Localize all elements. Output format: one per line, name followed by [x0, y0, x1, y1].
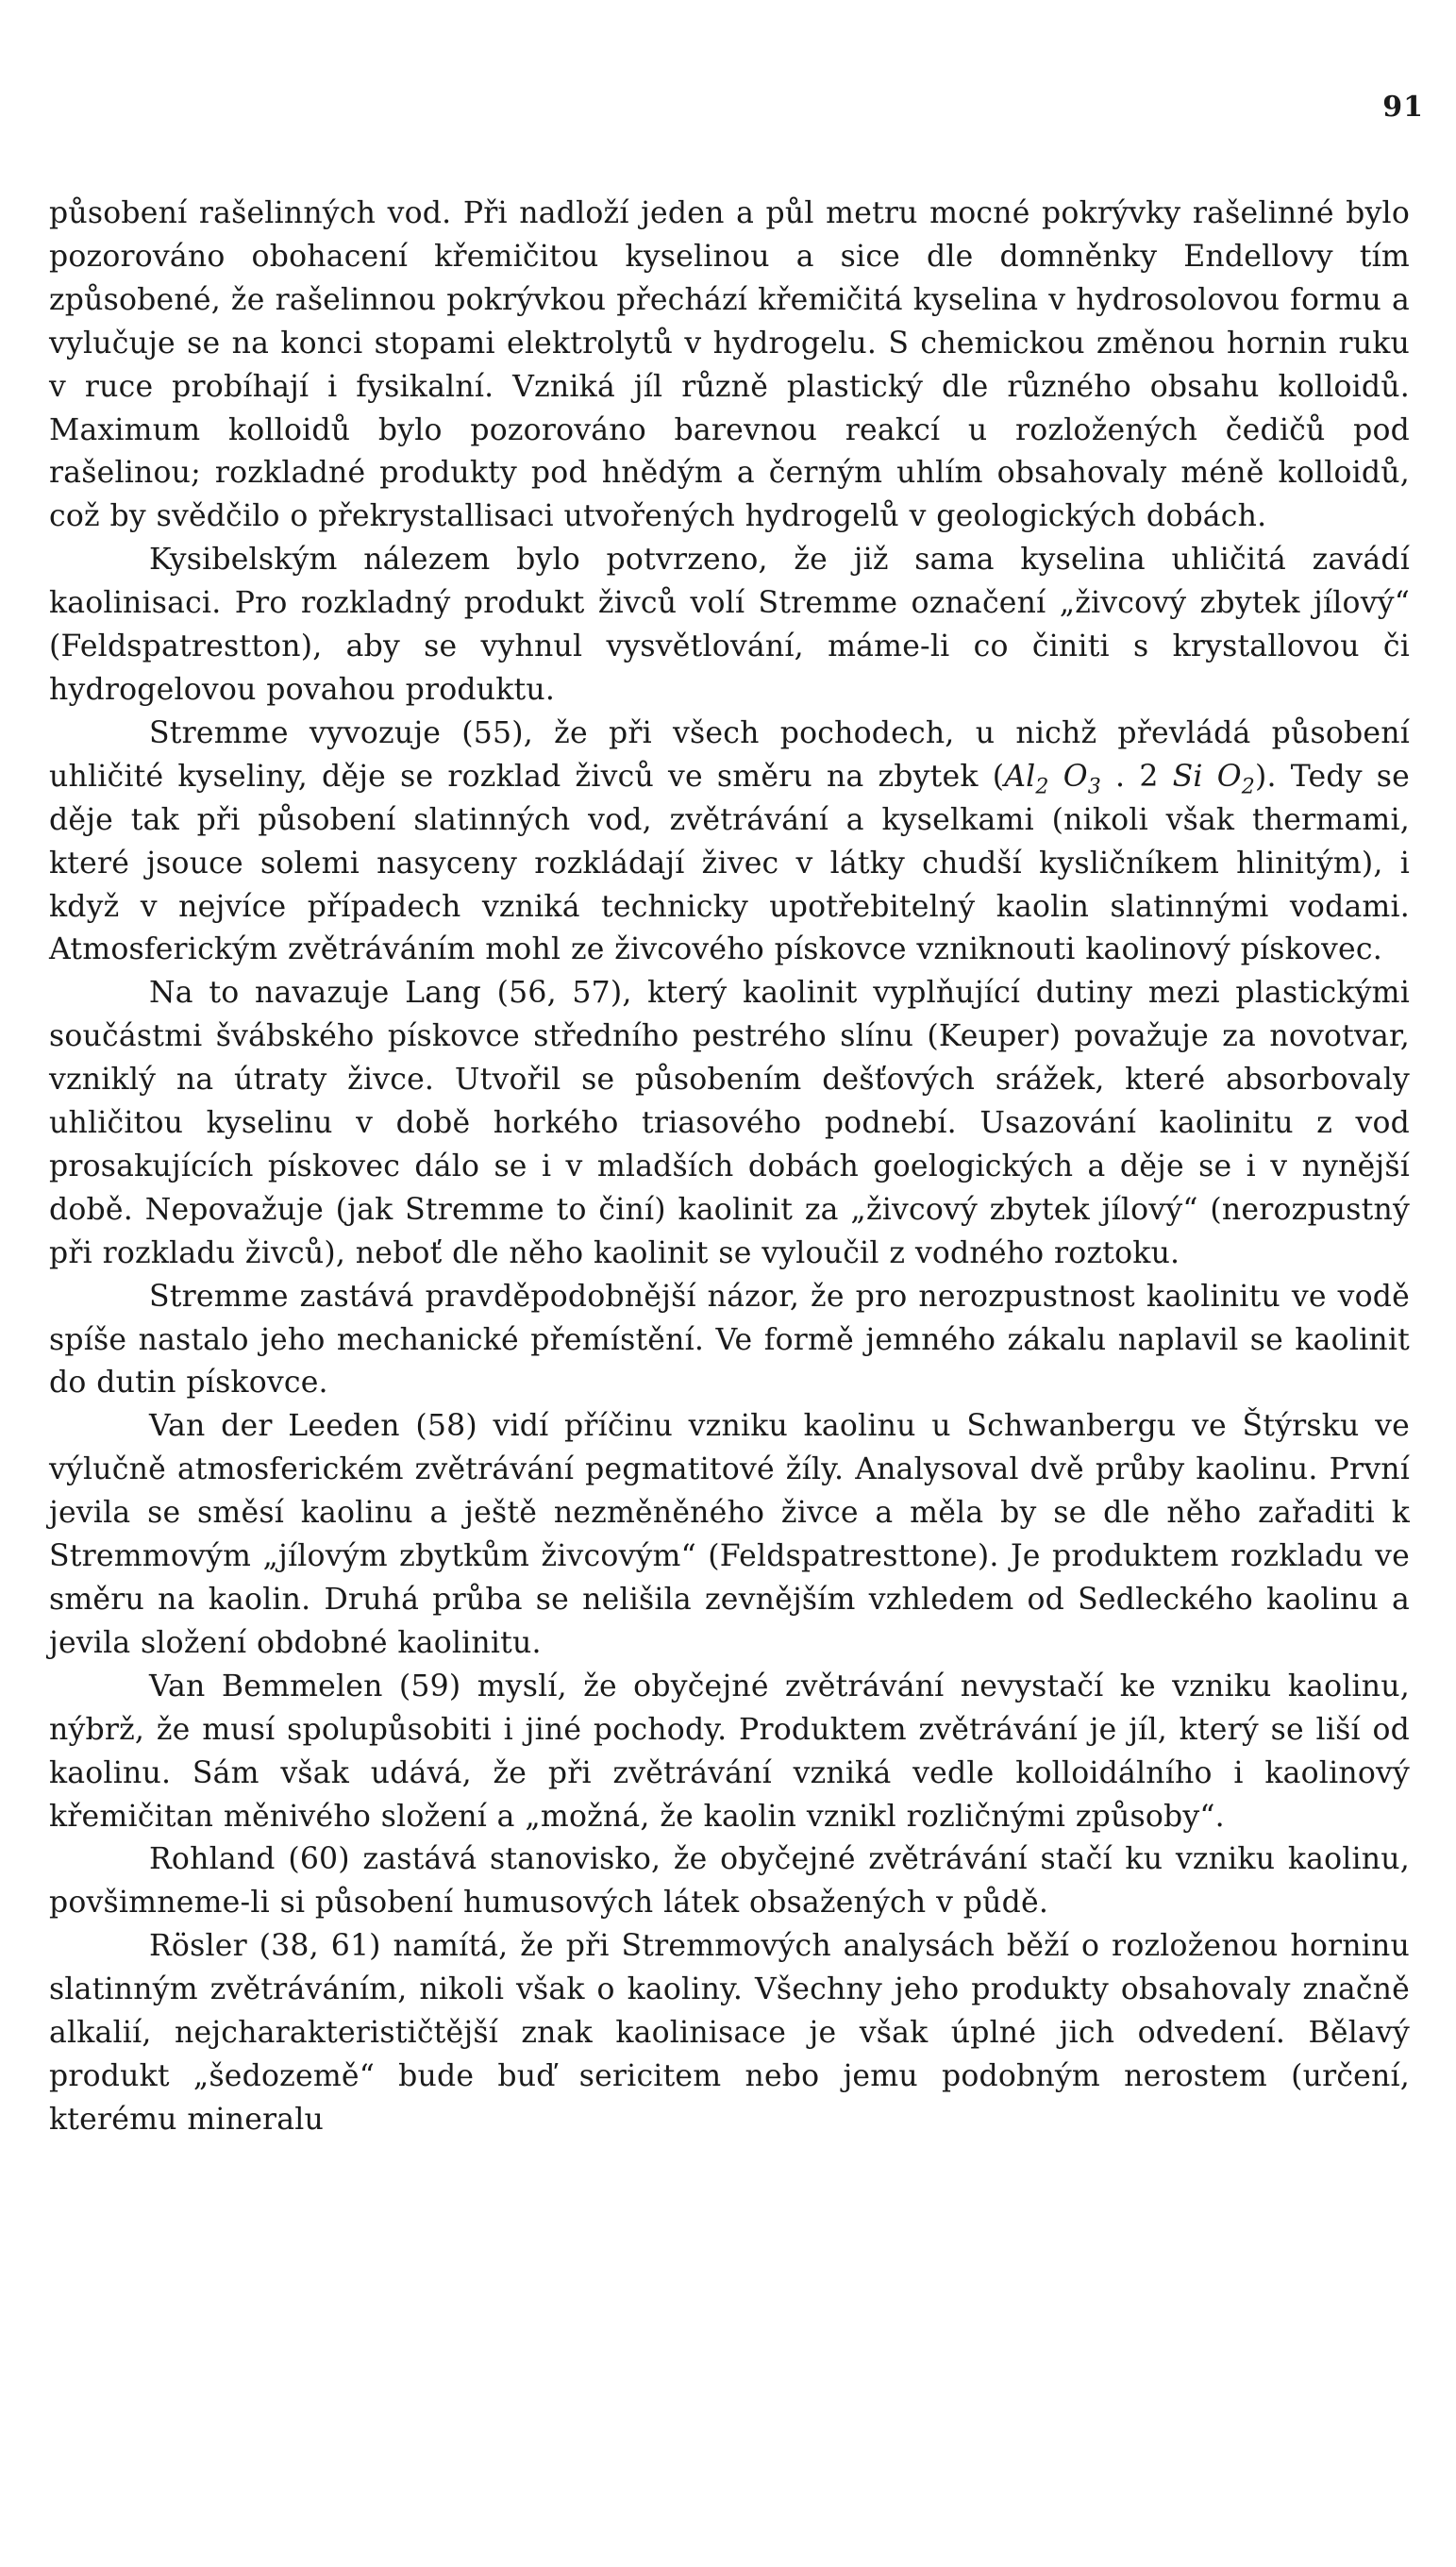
paragraph-van-der-leeden: Van der Leeden (58) vidí příčinu vzniku kaolinu u Schwanbergu ve Štýrsku ve výlučně atmosferickém zvětrávání pegmatitové žíly. Analysoval dvě průby kaolinu. První jevila se směsí kaolinu a ještě nezměněného živce a měla by se dle něho zařaditi k Stremmovým „jílovým zbytkům živcovým“ (Feldspatresttone). Je produktem rozkladu ve směru na kaolin. Druhá průba se nelišila zevnějším vzhledem od Sedleckého kaolinu a jevila složení obdobné kaolinitu.	[49, 1409, 1410, 1660]
paragraph-text-before-formula: Stremme vyvozuje (55), že při všech pochodech, u nichž převládá působení uhličité kyseliny, děje se rozklad živců ve směru na zbytek (	[49, 715, 1410, 794]
paragraph-lang: Na to navazuje Lang (56, 57), který kaolinit vyplňující dutiny mezi plastickými součástmi švábského pískovce středního pestrého slínu (Keuper) považuje za novotvar, vzniklý na útraty živce. Utvořil se působením dešťových srážek, které absorbovaly uhličitou kyselinu v době horkého triasového podnebí. Usazování kaolinitu z vod prosakujících pískovec dálo se i v mladších dobách goelogických a děje se i v nynější době. Nepovažuje (jak Stremme to činí) kaolinit za „živcový zbytek jílový“ (nerozpustný při rozkladu živců), neboť dle něho kaolinit se vyloučil z vodného roztoku.	[49, 976, 1410, 1270]
paragraph-rohland: Rohland (60) zastává stanovisko, že obyčejné zvětrávání stačí ku vzniku kaolinu, povšimneme-li si působení humusových látek obsažených v půdě.	[49, 1842, 1410, 1921]
paragraph-van-bemmelen: Van Bemmelen (59) myslí, že obyčejné zvětrávání nevystačí ke vzniku kaolinu, nýbrž, že musí spolupůsobiti i jiné pochody. Produktem zvětrávání je jíl, který se liší od kaolinu. Sám však udává, že při zvětrávání vzniká vedle kolloidálního i kaolinový křemičitan měnivého složení a „možná, že kaolin vznikl rozličnými způsoby“.	[49, 1669, 1410, 1834]
alumina-silica-formula: $Al_2$ $O_3$ . 2 Si $O_2$	[1004, 759, 1255, 799]
page-body	[49, 193, 1410, 2142]
paragraph-kysibel-find: Kysibelským nálezem bylo potvrzeno, že již sama kyselina uhličitá zavádí kaolinisaci. Pro rozkladný produkt živců volí Stremme označení „živcový zbytek jílový“ (Feldspatrestton), aby se vyhnul vysvětlování, máme-li co činiti s krystallovou či hydrogelovou povahou produktu.	[49, 543, 1410, 707]
paragraph-rosler: Rösler (38, 61) namítá, že při Stremmových analysách běží o rozloženou horninu slatinným zvětráváním, nikoli však o kaoliny. Všechny jeho produkty obsahovaly značně alkalií, nejcharakterističtější znak kaolinisace je však úplné jich odvedení. Bělavý produkt „šedozemě“ bude buď sericitem nebo jemu podobným nerostem (určení, kterému mineralu	[49, 1929, 1410, 2137]
paragraph-peat-waters: působení rašelinných vod. Při nadloží jeden a půl metru mocné pokrývky rašelinné bylo pozorováno obohacení křemičitou kyselinou a sice dle domněnky Endellovy tím způsobené, že rašelinnou pokrývkou přechází křemičitá kyselina v hydrosolovou formu a vylučuje se na konci stopami elektrolytů v hydrogelu. S chemickou změnou hornin ruku v ruce probíhají i fysikalní. Vzniká jíl různě plastický dle různého obsahu kolloidů. Maximum kolloidů bylo pozorováno barevnou reakcí u rozložených čedičů pod rašelinou; rozkladné produkty pod hnědým a černým uhlím obsahovaly méně kolloidů, což by svědčilo o překrystallisaci utvořených hydrogelů v geologických dobách.	[49, 196, 1410, 534]
paragraph-text-after-formula: ). Tedy se děje tak při působení slatinných vod, zvětrávání a kyselkami (nikoli však thermami, které jsouce solemi nasyceny rozkládají živec v látky chudší kysličníkem hlinitým), i když v nejvíce případech vzniká technicky upotřebitelný kaolin slatinnými vodami. Atmosferickým zvětráváním mohl ze živcového pískovce vzniknouti kaolinový pískovec.	[49, 759, 1410, 967]
paragraph-stremme-deduction	[49, 713, 1410, 972]
page-number: 91	[1382, 91, 1424, 124]
paragraph-stremme-opinion: Stremme zastává pravděpodobnější názor, že pro nerozpustnost kaolinitu ve vodě spíše nastalo jeho mechanické přemístění. Ve formě jemného zákalu naplavil se kaolinit do dutin pískovce.	[49, 1279, 1410, 1401]
